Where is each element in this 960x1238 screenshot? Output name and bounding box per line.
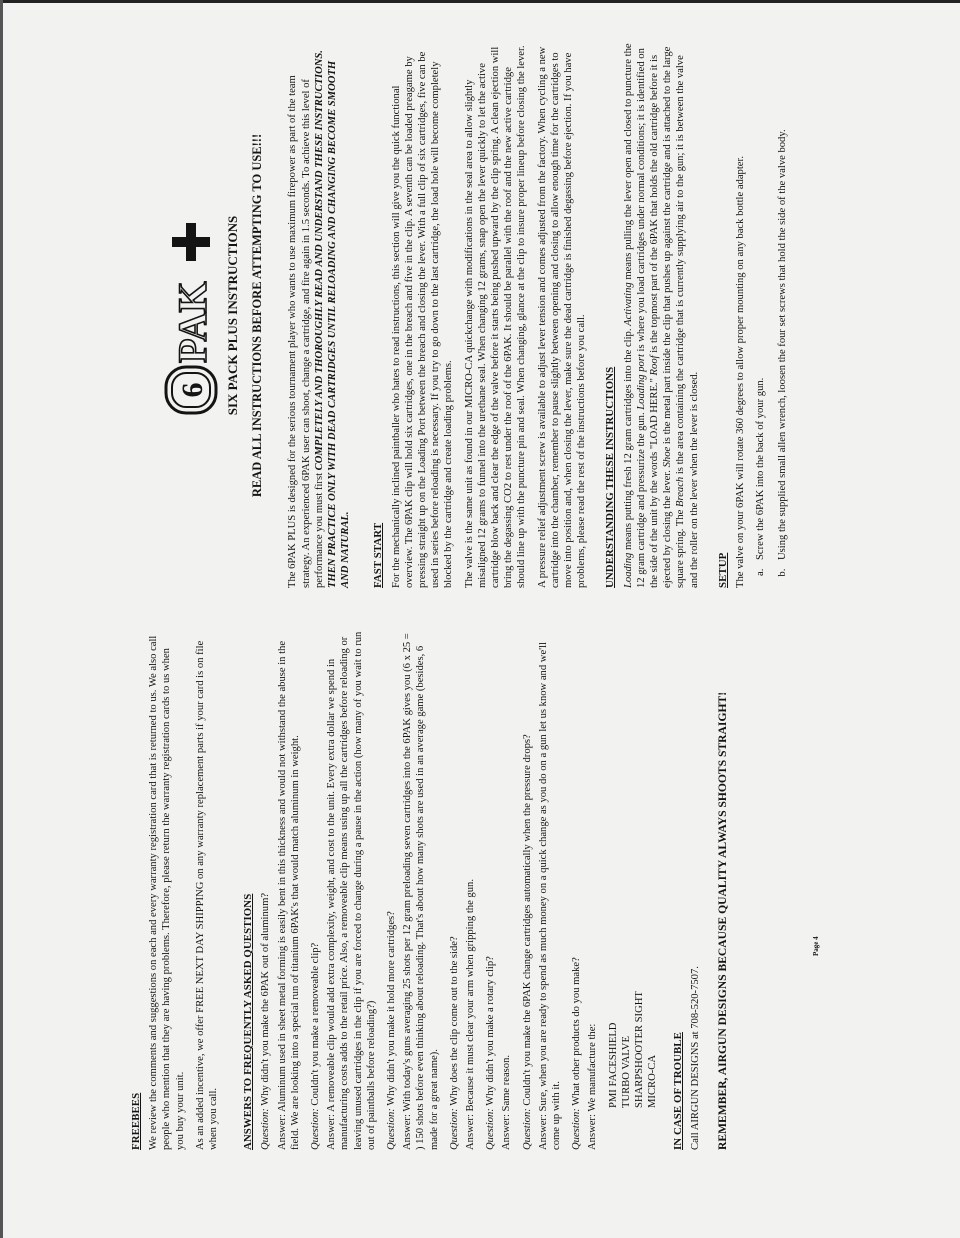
warning-title: READ ALL INSTRUCTIONS BEFORE ATTEMPTING TO USE!!!	[250, 133, 265, 498]
slogan: REMEMBER, AIRGUN DESIGNS BECAUSE QUALITY ALWAYS SHOOTS STRAIGHT!	[715, 691, 729, 1150]
answer-text: Because it must clear your arm when gripping the gun.	[465, 879, 477, 1112]
faq-answer	[276, 630, 302, 1150]
freebees-paragraph-1: We review the comments and suggestions on each and every warranty registration card that is returned to us. We also call people who mention that they are having problems. Therefore, please return the warranty registration cards to us when you buy your unit.	[148, 635, 186, 1150]
question-label: Question:	[448, 1108, 460, 1150]
faq-question	[448, 630, 461, 1150]
def-roof: is the topmost part of the 6PAK that holds the old cartridge before it is ejected by closing the lever.	[649, 54, 674, 588]
term-loading: Loading	[622, 552, 634, 588]
left-column	[118, 630, 729, 1150]
faq-question	[484, 630, 497, 1150]
def-activating: means pulling the lever open and closed to puncture the 12 gram cartridge and pressurize the gun.	[622, 43, 647, 588]
setup-heading: SETUP	[716, 552, 729, 588]
intro-paragraph	[286, 43, 352, 588]
product-item: MICRO-CA	[647, 1055, 659, 1108]
answer-label: Answer:	[402, 1114, 414, 1150]
question-label: Question:	[260, 1108, 272, 1150]
product-item: SHARPSHOOTER SIGHT	[634, 991, 646, 1108]
freebees-heading: FREEBEES	[130, 1092, 142, 1150]
faq-answer	[464, 630, 477, 1150]
question-label: Question:	[571, 1108, 583, 1150]
product-item: PMI FACESHIELD	[607, 1022, 619, 1108]
page-title: SIX PACK PLUS INSTRUCTIONS	[225, 215, 240, 416]
def-loading-port: is where you load cartridges under normal conditions; it is identified on the side of the unit by the words "LOAD HERE."	[635, 48, 661, 588]
fast-start-heading: FAST START	[372, 522, 385, 588]
answer-label: Answer:	[465, 1114, 477, 1150]
answer-text: Aluminum used in sheet metal forming is easily bent in this thickness and would not withstand the abuse in the field. We are looking into a special run of titanium 6PAK's that would match aluminum in weight.	[276, 640, 301, 1150]
question-label: Question:	[386, 1108, 398, 1150]
6pak-logo	[162, 216, 220, 416]
answer-label: Answer:	[276, 1114, 288, 1150]
fast-start-paragraph-1: For the mechanically inclined paintballer who hates to read instructions, this section will give you the quick functional overview. The 6PAK clip will hold six cartridges, one in the breach and five in the clip. A seventh can be loaded preagame by pressing straight up on the Loading Port between the breach and closing the lever. With a full clip of six cartridges, five can be used in series before reloading is necessary. If you try to go down to the last cartridge, the load hole will become completely blocked by the cartridge and create loading problems.	[390, 51, 455, 588]
question-label: Question:	[310, 1108, 322, 1150]
setup-step: a. Screw the 6PAK into the back of your gun.	[754, 43, 767, 566]
faq-question	[309, 630, 322, 1150]
intro-emphasis: COMPLETELY AND THOROUGHLY READ AND UNDERSTAND THESE INSTRUCTIONS. THEN PRACTICE ONLY WITH DEAD CARTRIDGES UNTIL RELOADING AND CHANGING BECOME SMOOTH AND NATURAL.	[313, 50, 352, 588]
trouble-text: Call AIRGUN DESIGNS at 708-520-7507.	[689, 966, 701, 1150]
def-loading: means putting fresh 12 gram cartridges into the clip.	[622, 325, 634, 553]
freebees-paragraph-2: As an added incentive, we offer FREE NEXT DAY SHIPPING on any warranty replacement parts if your card is on file when you call.	[194, 640, 220, 1150]
answer-text: With today's guns averaging 25 shots per 12 gram preloading seven cartridges into the 6PAK gives you (6 x 25 = ) 150 shots before even thinking about reloading. That's about how many shots are used in an average game (besides, 6 made for a great name).	[402, 633, 440, 1150]
faq-answer	[586, 630, 599, 1150]
question-label: Question:	[485, 1108, 497, 1150]
faq-question	[521, 630, 534, 1150]
fast-start-paragraph-3: A pressure relief adjustment screw is available to adjust lever tension and comes adjusted from the factory. When cycling a new cartridge into the chamber, remember to pause slightly between opening and closing to allow enough time for the cartridges to move into position and, when closing the lever, make sure the dead cartridge is finished degassing before ejection. If you have problems, please read the rest of the instructions before you call.	[536, 46, 588, 588]
def-breach: is the area containing the cartridge that is currently supplying air to the gun; it is between the valve and the roller on the lever when the lever is closed.	[675, 55, 700, 588]
fast-start-paragraph-2: The valve is the same unit as found in our MICRO-CA quickchange with modifications in the seal area to allow slightly misaligned 12 grams to funnel into the urethane seal. When changing 12 grams, snap open the lever quickly to let the active cartridge blow back and clear the edge of the valve before it starts being pushed upward by the clip spring. A clean ejection will bring the degassing CO2 to rest under the roof of the 6PAK. It should be parallel with the roof and the new active cartridge should line up with the puncture pin and seal. When changing, glance at the clip to insure proper lineup before closing the lever.	[463, 45, 528, 588]
setup-intro: The valve on your 6PAK will rotate 360 degrees to allow proper mounting on any back bottle adapter.	[735, 155, 747, 588]
product-item: TURBO VALVE	[620, 1036, 632, 1108]
understanding-paragraph	[622, 43, 701, 588]
answer-label: Answer:	[587, 1114, 599, 1150]
term-loading-port: Loading port	[635, 354, 647, 410]
intro-text: The 6PAK PLUS is designed for the serious tournament player who wants to use maximum firepower as part of the team strategy. An experienced 6PAK user can shoot, change a cartridge, and fire again in 1.5 seconds. To achieve this level of performance you must first	[287, 75, 325, 588]
term-roof: Roof	[649, 355, 661, 376]
def-shoe: is the metal part inside the clip that pushes up against the cartridge and is attached to the large square spring. The	[662, 46, 687, 588]
trouble-heading: IN CASE OF TROUBLE	[671, 1032, 684, 1150]
product-list	[607, 630, 660, 1108]
answer-label: Answer:	[326, 1114, 338, 1150]
question-text: Couldn't you make the 6PAK change cartridges automatically when the pressure drops?	[521, 734, 533, 1106]
faq-question	[385, 630, 398, 1150]
question-text: Why does the clip come out to the side?	[448, 936, 460, 1106]
faq-answer	[537, 630, 563, 1150]
term-breach: Breach	[675, 476, 687, 507]
right-column	[162, 43, 797, 588]
6pak-logo-icon	[162, 216, 220, 416]
answer-text: Sure, when you are ready to spend as much money on a quick change as you do on a gun let us know and we'll come up with it.	[537, 642, 563, 1150]
question-label: Question:	[521, 1108, 533, 1150]
svg-text:6: 6	[176, 383, 209, 398]
faq-answer	[401, 630, 441, 1150]
faq-question	[259, 630, 272, 1150]
setup-steps	[754, 43, 788, 588]
question-text: Couldn't you make a removeable clip?	[310, 942, 322, 1106]
term-shoe: Shoe	[662, 446, 674, 468]
question-text: What other products do you make?	[571, 957, 583, 1106]
faq-answer	[500, 630, 513, 1150]
understanding-heading: UNDERSTANDING THESE INSTRUCTIONS	[604, 366, 617, 588]
answer-label: Answer:	[501, 1114, 513, 1150]
faq-heading: ANSWERS TO FREQUENTLY ASKED QUESTIONS	[242, 893, 255, 1150]
answer-text: We manufacture the:	[587, 1023, 599, 1112]
svg-text:PAK: PAK	[170, 282, 215, 364]
answer-label: Answer:	[537, 1114, 549, 1150]
faq-question	[570, 630, 583, 1150]
faq-answer	[325, 630, 378, 1150]
term-activating: Activating	[622, 282, 634, 326]
question-text: Why didn't you make it hold more cartridges?	[386, 911, 398, 1106]
answer-text: A removeable clip would add extra complexity, weight, and cost to the unit. Every extra dollar we spend in manufacturing costs adds to the retail price. Also, a removeable clip means using up all the cartridges before reloading or leaving unused cartridges in the clip if you are forced to change during a pause in the action (how many of you wait to run out of paintballs before reloading?)	[326, 631, 377, 1150]
page-number: Page 4	[812, 936, 820, 956]
question-text: Why didn't you make the 6PAK out of aluminum?	[260, 892, 272, 1106]
question-text: Why didn't you make a rotary clip?	[485, 956, 497, 1106]
answer-text: Same reason.	[501, 1054, 513, 1112]
faq-list	[259, 630, 599, 1150]
setup-step: b. Using the supplied small allen wrench, loosen the four set screws that hold the side of the valve body.	[776, 43, 789, 566]
